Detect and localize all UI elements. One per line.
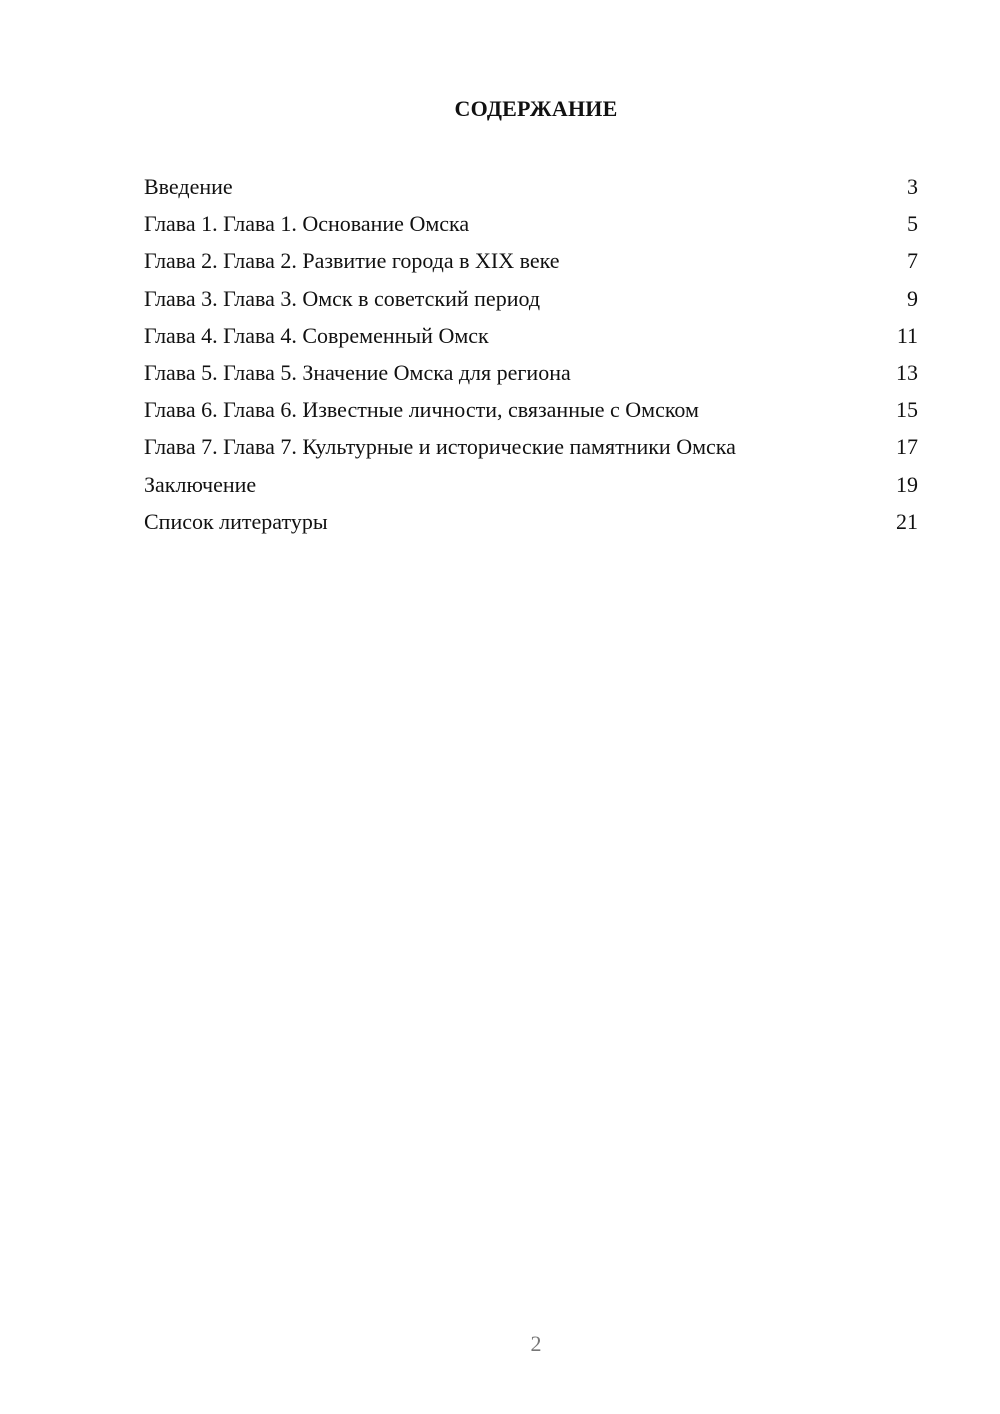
- toc-item-label: Глава 1. Глава 1. Основание Омска: [144, 211, 470, 237]
- toc-item-label: Глава 3. Глава 3. Омск в советский период: [144, 285, 541, 311]
- toc-item: [144, 280, 918, 317]
- toc-item-label: Список литературы: [144, 508, 328, 534]
- toc-item-page: 11: [896, 322, 918, 348]
- toc-item: [144, 242, 918, 279]
- toc-item-page: 13: [896, 359, 918, 385]
- toc-item: [144, 466, 918, 503]
- toc-item-page: 9: [907, 285, 918, 311]
- toc-item-label: Глава 7. Глава 7. Культурные и исторические памятники Омска: [144, 434, 736, 460]
- toc-item-label: Глава 4. Глава 4. Современный Омск: [144, 322, 489, 348]
- page-number: 2: [530, 1331, 542, 1356]
- toc-item-page: 19: [896, 471, 918, 497]
- toc-item: [144, 503, 918, 540]
- toc-item-page: 3: [907, 174, 918, 199]
- toc-item: [144, 391, 918, 428]
- toc-item: [144, 168, 918, 205]
- toc-title: СОДЕРЖАНИЕ: [454, 96, 618, 121]
- toc-item: [144, 354, 918, 391]
- toc-item-page: 17: [896, 434, 918, 460]
- toc-item-label: Глава 2. Глава 2. Развитие города в XIX веке: [144, 248, 560, 274]
- toc-item-label: Глава 6. Глава 6. Известные личности, связанные с Омском: [144, 397, 699, 423]
- toc-item-page: 21: [896, 508, 918, 534]
- toc-item: [144, 317, 918, 354]
- toc-item: [144, 428, 918, 465]
- toc-item-page: 15: [896, 397, 918, 423]
- toc-item: [144, 205, 918, 242]
- toc-item-page: 5: [907, 211, 918, 237]
- toc-item-label: Заключение: [144, 471, 257, 497]
- toc-item-label: Введение: [144, 174, 233, 199]
- toc-item-label: Глава 5. Глава 5. Значение Омска для региона: [144, 359, 571, 385]
- table-of-contents: [144, 168, 918, 540]
- toc-item-page: 7: [907, 248, 918, 274]
